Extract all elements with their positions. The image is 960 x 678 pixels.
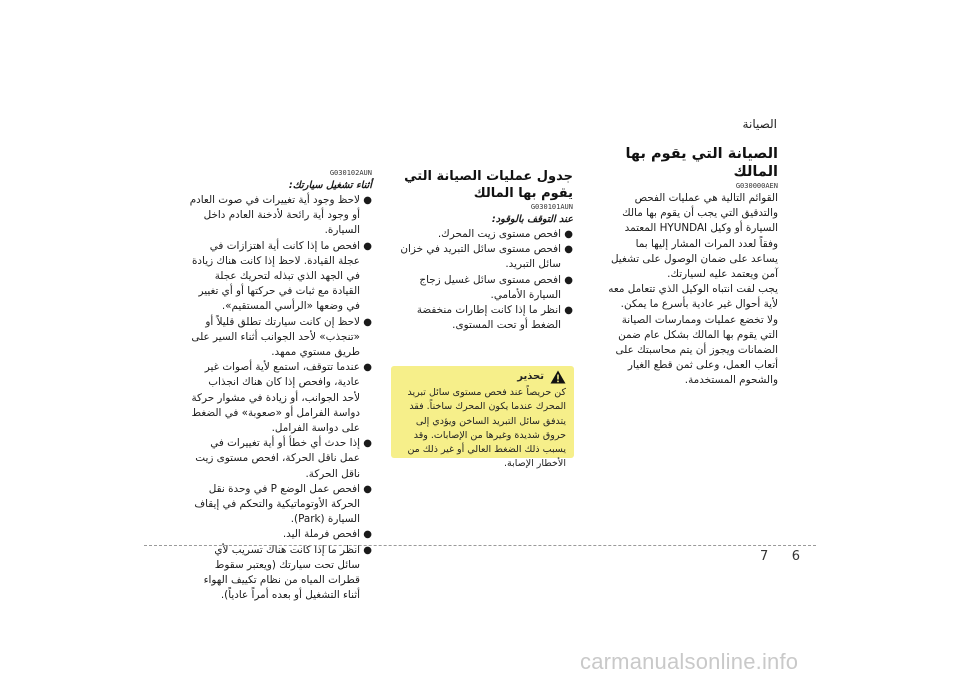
bullet-icon: ●: [564, 305, 573, 317]
warning-label: تحذير: [517, 371, 544, 382]
list-item: ● افحص مستوى زيت المحرك.: [392, 227, 573, 242]
bullet-icon: ●: [363, 316, 372, 328]
check-list: [392, 227, 573, 333]
subsection-title: عند التوقف بالوقود:: [491, 214, 573, 225]
paragraph: القوائم التالية هي عمليات الفحص والتدقيق التي يجب أن يقوم بها مالك السيارة أو وكيل HYUNDAI المعتمد وفقاً لعدد المرات المشار إليها بما يساعد على ضمان الوصول على تشغيل آمن ويعتمد عليه لسيارتك.: [610, 192, 778, 281]
subsection-title: أثناء تشغيل سيارتك:: [288, 180, 372, 191]
section-code: G030102AUN: [329, 169, 372, 177]
paragraph: ولا تخضع عمليات وممارسات الصيانة التي يقوم بها المالك بشكل عام ضمن الضمانات ويجوز أن يتم محاسبتك على أتعاب العمل، وعلى ثمن قطع الغيار والشحوم المستخدمة.: [615, 313, 778, 387]
footer-divider: [144, 545, 816, 546]
warning-text: كن حريصاً عند فحص مستوى سائل تبريد المحرك عندما يكون المحرك ساخناً. فقد يتدفق سائل التبريد الساخن ويؤدي إلى حروق شديدة وغيرها من الإصابات. وقد يسبب ذلك الضغط العالي أو غير ذلك من الأخطار الإصابة.: [407, 387, 566, 470]
list-item: ● افحص فرملة اليد.: [189, 527, 372, 542]
warning-triangle-icon: [550, 370, 566, 384]
while-driving-section: [189, 168, 372, 603]
page-number-right: 7: [760, 549, 769, 564]
bullet-icon: ●: [363, 438, 372, 450]
check-list: [189, 193, 372, 603]
owner-maintenance-section: [607, 145, 778, 389]
list-item: ● لاحظ إن كانت سيارتك تطلق قليلاً أو «تنجذب» لأحد الجوانب أثناء السير على طريق مستوي ممهد.: [191, 315, 372, 359]
list-item: ● انظر ما إذا كانت إطارات منخفضة الضغط أو تحت المستوى.: [416, 304, 573, 332]
page-number-left: 6: [791, 549, 800, 564]
list-item: ● عندما تتوقف، استمع لأية أصوات غير عادية، وافحص إذا كان هناك انجذاب لأحد الجوانب، أو زيادة في مشوار حركة دواسة الفرامل أو «صعوبة» في الضغط على دواسة الفرامل.: [191, 361, 372, 435]
bullet-icon: ●: [564, 244, 573, 256]
bullet-icon: ●: [363, 529, 372, 541]
list-item: ● إذا حدث أي خطأ أو أية تغييرات في عمل ناقل الحركة، افحص مستوى زيت ناقل الحركة.: [195, 437, 372, 480]
bullet-icon: ●: [564, 274, 573, 286]
section-title: جدول عمليات الصيانة التي يقوم بها المالك: [404, 169, 573, 201]
list-item: ● افحص عمل الوضع P في وحدة نقل الحركة الأوتوماتيكية والتحكم في إيقاف السيارة (Park).: [194, 482, 372, 526]
bullet-icon: ●: [564, 229, 573, 240]
bullet-icon: ●: [363, 240, 372, 252]
list-item: ● افحص مستوى سائل التبريد في خزان سائل التبريد.: [400, 243, 573, 271]
section-title: الصيانة التي يقوم بها المالك: [625, 146, 778, 180]
list-item: ● انظر ما إذا كانت هناك تسريب لأي سائل تحت سيارتك (ويعتبر سقوط قطرات المياه من نظام تكييف الهواء أثناء التشغيل أو بعده أمراً عادياً).: [203, 543, 372, 602]
maintenance-schedule-section: [392, 168, 573, 333]
paragraph: يجب لفت انتباه الوكيل الذي تتعامل معه لأية أحوال غير عادية بأسرع ما يمكن.: [608, 283, 778, 311]
section-header: الصيانة: [742, 117, 777, 131]
list-item: ● افحص ما إذا كانت أية اهتزازات في عجلة القيادة. لاحظ إذا كانت هناك زيادة في الجهد الذي تبذله لتحريك عجلة القيادة مع ثبات في حركتها أو أي تغيير في وضعها «الرأسي المستقيم».: [191, 239, 372, 313]
bullet-icon: ●: [363, 195, 372, 206]
section-code: G030000AEN: [735, 182, 778, 190]
bullet-icon: ●: [363, 362, 372, 374]
page-numbers: [760, 549, 800, 564]
list-item: ● افحص مستوى سائل غسيل زجاج السيارة الأمامي.: [419, 273, 573, 301]
section-code: G030101AUN: [530, 203, 573, 211]
list-item: ● لاحظ وجود أية تغييرات في صوت العادم أو وجود أية رائحة لأدخنة العادم داخل السيارة.: [189, 194, 372, 237]
bullet-icon: ●: [363, 544, 372, 556]
bullet-icon: ●: [363, 483, 372, 495]
watermark: carmanualsonline.info: [580, 649, 799, 674]
warning-box: [391, 366, 574, 470]
warning-header: [399, 370, 566, 384]
